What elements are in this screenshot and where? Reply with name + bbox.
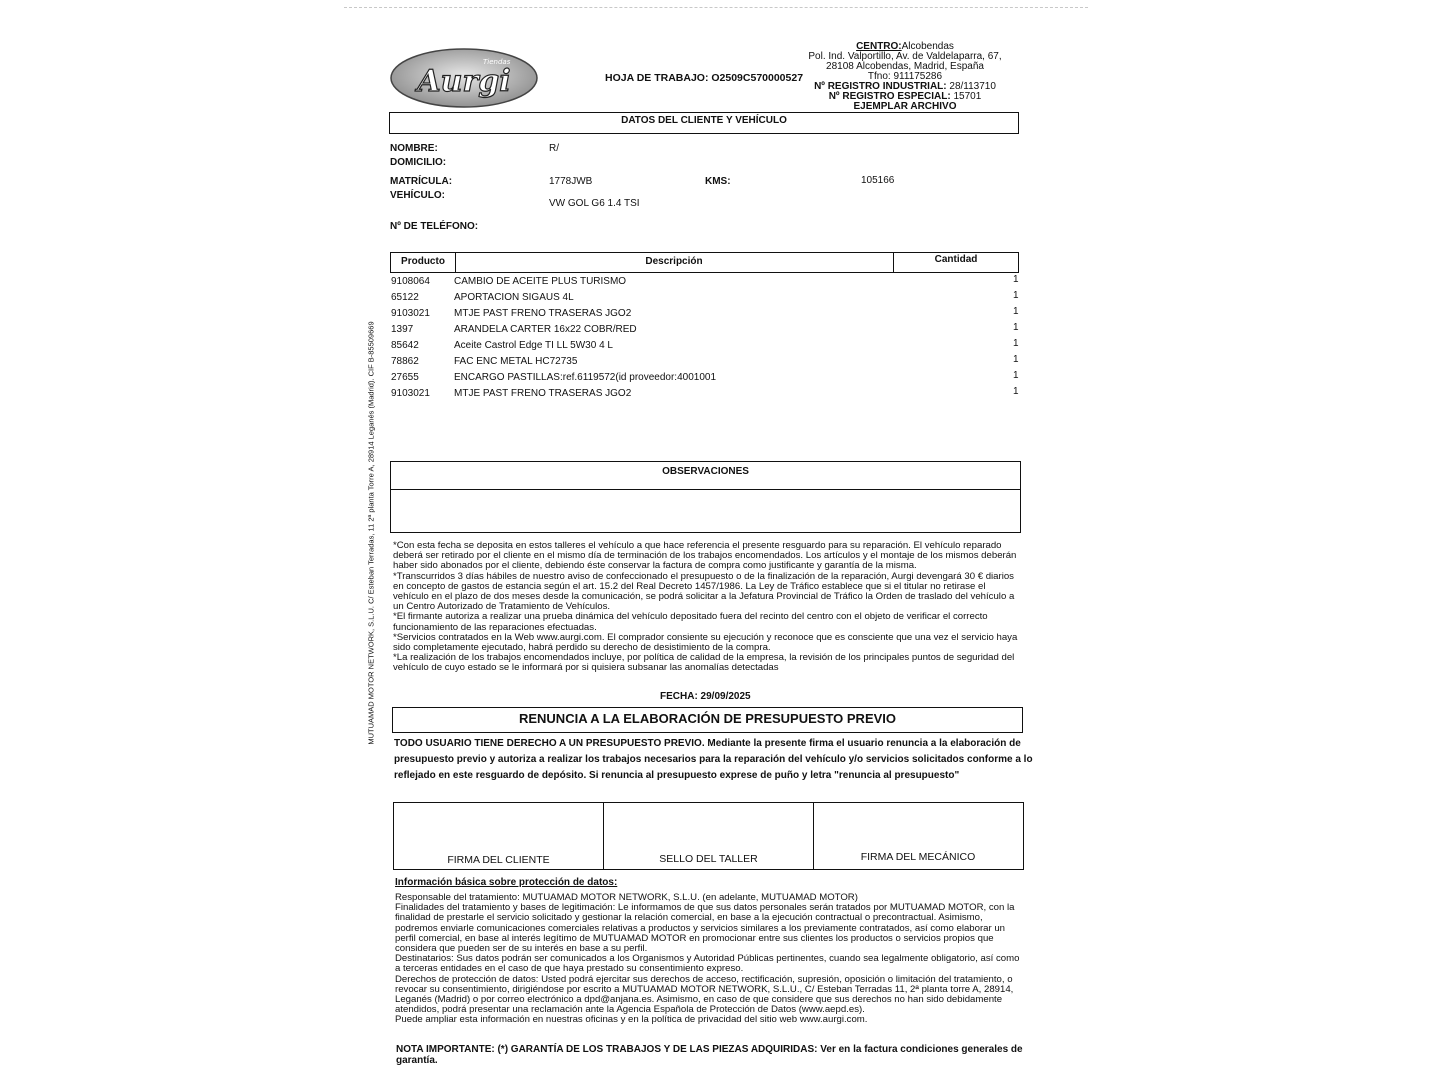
hoja-value: O2509C570000527 <box>711 72 804 84</box>
firma-mecanico-label: FIRMA DEL MECÁNICO <box>860 851 976 863</box>
product-code: 85642 <box>391 340 419 351</box>
company-side-text: MUTUAMAD MOTOR NETWORK, S.L.U. C/ Esteban Terradas, 11 2ª planta Torre A, 28914 Leganés (Madrid). CIF B-85509669 <box>366 321 376 745</box>
top-rule <box>344 7 1088 8</box>
address-line1: Pol. Ind. Valportillo, Av. de Valdelaparra, 67, <box>808 51 1002 62</box>
product-code: 9108064 <box>391 276 430 287</box>
product-desc: MTJE PAST FRENO TRASERAS JGO2 <box>454 308 632 319</box>
product-qty: 1 <box>1013 370 1019 381</box>
privacy-title: Información básica sobre protección de datos: <box>395 877 618 888</box>
privacy-paragraph: Puede ampliar esta información en nuestras oficinas y en la política de privacidad del sitio web www.aurgi.com. <box>395 1014 868 1026</box>
products-header-cantidad: Cantidad <box>934 254 978 265</box>
table-row <box>391 386 1021 402</box>
product-qty: 1 <box>1013 386 1019 397</box>
product-code: 27655 <box>391 372 419 383</box>
observaciones-divider <box>391 489 1020 490</box>
term-paragraph: *El firmante autoriza a realizar una prueba dinámica del vehículo depositado fuera del recinto del centro con el objeto de verificar el correcto funcionamiento de las reparaciones efectuadas. <box>393 611 988 633</box>
firma-mecanico-box[interactable] <box>814 803 1022 869</box>
observaciones-box <box>390 461 1021 533</box>
nota-importante: NOTA IMPORTANTE: (*) GARANTÍA DE LOS TRABAJOS Y DE LAS PIEZAS ADQUIRIDAS: Ver en la factura condiciones generales de garantía. <box>396 1044 1023 1066</box>
hoja-label: HOJA DE TRABAJO: <box>605 72 709 84</box>
products-header-descripcion: Descripción <box>645 256 703 267</box>
table-row <box>391 338 1021 354</box>
table-row <box>391 274 1021 290</box>
products-list <box>391 274 1021 402</box>
firma-cliente-label: FIRMA DEL CLIENTE <box>447 854 550 866</box>
table-row <box>391 370 1021 386</box>
nombre-value: R/ <box>549 143 559 154</box>
product-qty: 1 <box>1013 290 1019 301</box>
product-desc: APORTACION SIGAUS 4L <box>454 292 574 303</box>
products-header <box>390 252 1019 273</box>
table-row <box>391 322 1021 338</box>
client-section-title: DATOS DEL CLIENTE Y VEHÍCULO <box>621 115 787 126</box>
vehiculo-label: VEHÍCULO: <box>390 190 445 201</box>
address-line2: 28108 Alcobendas, Madrid, España <box>826 61 984 72</box>
privacy-paragraph: Responsable del tratamiento: MUTUAMAD MOTOR NETWORK, S.L.U. (en adelante, MUTUAMAD MOTOR) <box>395 892 858 903</box>
renuncia-title: RENUNCIA A LA ELABORACIÓN DE PRESUPUESTO PREVIO <box>518 711 897 726</box>
product-desc: CAMBIO DE ACEITE PLUS TURISMO <box>454 276 627 287</box>
domicilio-label: DOMICILIO: <box>390 157 447 168</box>
logo-main-text: Aurgi <box>417 64 511 99</box>
kms-label: KMS: <box>705 176 731 187</box>
table-row <box>391 306 1021 322</box>
product-code: 9103021 <box>391 388 430 399</box>
product-desc: MTJE PAST FRENO TRASERAS JGO2 <box>454 388 632 399</box>
sello-taller-label: SELLO DEL TALLER <box>659 853 758 865</box>
centro-info <box>790 42 1020 112</box>
client-section-box <box>389 112 1019 134</box>
product-code: 78862 <box>391 356 419 367</box>
product-desc: ARANDELA CARTER 16x22 COBR/RED <box>454 324 637 335</box>
matricula-value: 1778JWB <box>549 176 593 187</box>
product-code: 9103021 <box>391 308 430 319</box>
ejemplar: EJEMPLAR ARCHIVO <box>853 101 957 112</box>
reg-esp-value: 15701 <box>953 91 982 102</box>
product-desc: Aceite Castrol Edge TI LL 5W30 4 L <box>454 340 613 351</box>
firma-cliente-box[interactable] <box>394 803 604 869</box>
privacy-block <box>395 893 1025 1026</box>
nombre-label: NOMBRE: <box>390 143 438 154</box>
product-code: 65122 <box>391 292 419 303</box>
centro-value: Alcobendas <box>901 41 954 52</box>
signature-boxes <box>393 802 1024 870</box>
vehiculo-value: VW GOL G6 1.4 TSI <box>549 198 640 209</box>
centro-label: CENTRO: <box>856 41 902 52</box>
product-desc: ENCARGO PASTILLAS:ref.6119572(id proveedor:4001001 <box>454 372 717 383</box>
term-paragraph: *Servicios contratados en la Web www.aurgi.com. El comprador consiente su ejecución y reconoce que es consciente que una vez el servicio haya sido completamente ejecutado, habrá perdido su derecho de desistimiento de la compra. <box>393 631 1018 654</box>
product-qty: 1 <box>1013 322 1019 333</box>
product-code: 1397 <box>391 324 414 335</box>
reg-ind-value: 28/113710 <box>949 81 996 92</box>
renuncia-text: TODO USUARIO TIENE DERECHO A UN PRESUPUESTO PREVIO. Mediante la presente firma el usuario renuncia a la elaboración de presupuesto previo y autoriza a realizar los trabajos necesarios para la reparación del vehículo y/o servicios solicitados conforme a lo reflejado en este resguardo de depósito. Si renuncia al presupuesto exprese de puño y letra "renuncia al presupuesto" <box>394 738 1033 781</box>
fecha: FECHA: 29/09/2025 <box>660 691 751 702</box>
product-qty: 1 <box>1013 274 1019 285</box>
table-row <box>391 290 1021 306</box>
aurgi-logo <box>389 47 539 109</box>
reg-ind-label: Nº REGISTRO INDUSTRIAL: <box>814 81 947 92</box>
product-qty: 1 <box>1013 354 1019 365</box>
phone: Tfno: 911175286 <box>867 71 943 82</box>
telefono-label: Nº DE TELÉFONO: <box>390 221 479 232</box>
observaciones-title: OBSERVACIONES <box>662 466 749 477</box>
renuncia-box <box>392 707 1023 733</box>
term-paragraph: *La realización de los trabajos encomendados incluye, por política de calidad de la empresa, la revisión de los principales puntos de seguridad del vehículo de cuyo estado se le informará por si quisiera subsanar las anomalías detectadas <box>393 652 1015 674</box>
product-qty: 1 <box>1013 338 1019 349</box>
privacy-paragraph: Finalidades del tratamiento y bases de legitimación: Le informamos de que sus datos personales serán tratados por MUTUAMAD MOTOR, con la finalidad de prestarle el servicio solicitado y gestionar la relación comercial, en base a la ejecución contractual o precontractual. Asimismo, podremos enviarle comunicaciones comerciales relativas a productos y servicios similares a los previamente contratados, así como elaborar un perfil comercial, en base al interés legítimo de MUTUAMAD MOTOR en promocionar entre sus clientes los productos o servicios propios que considera que pueden ser de su interés en base a su perfil. <box>395 902 1015 955</box>
hoja-de-trabajo <box>605 72 803 84</box>
logo-small-text: Tiendas <box>483 58 511 66</box>
matricula-label: MATRÍCULA: <box>390 176 453 187</box>
privacy-paragraph: Derechos de protección de datos: Usted podrá ejercitar sus derechos de acceso, rectificación, supresión, oposición o limitación del tratamiento, o revocar su consentimiento, dirigiéndose por escrito a MUTUAMAD MOTOR NETWORK, S.L.U., C/ Esteban Terradas 11, 2ª planta torre A, 28914, Leganés (Madrid) o por correo electrónico a dpd@anjana.es. Asimismo, en caso de que considere que sus derechos no han sido debidamente atendidos, podrá presentar una reclamación ante la Agencia Española de Protección de Datos (www.aepd.es). <box>395 973 1014 1016</box>
reg-esp-label: Nº REGISTRO ESPECIAL: <box>828 91 951 102</box>
table-row <box>391 354 1021 370</box>
product-desc: FAC ENC METAL HC72735 <box>454 356 578 367</box>
privacy-paragraph: Destinatarios: Sus datos podrán ser comunicados a los Organismos y Autoridad Públicas pertinentes, cuando sea legalmente obligatorio, así como a terceras entidades en el caso de que haya prestado su consentimiento expreso. <box>395 953 1020 975</box>
term-paragraph: *Transcurridos 3 días hábiles de nuestro aviso de confeccionado el presupuesto o de la finalización de la reparación, Aurgi devengará 30 € diarios en concepto de gastos de estancia según el art. 15.2 del Real Decreto 1457/1986. La Ley de Tráfico establece que si el titular no retirase el vehículo en el plazo de dos meses desde la comunicación, se podrá solicitar a la Jefatura Provincial de Tráfico la Orden de traslado del vehículo a un Centro Autorizado de Tratamiento de Vehículos. <box>393 570 1015 613</box>
products-header-producto: Producto <box>401 256 445 267</box>
sello-taller-box[interactable] <box>604 803 814 869</box>
product-qty: 1 <box>1013 306 1019 317</box>
terms-block <box>393 541 1021 674</box>
term-paragraph: *Con esta fecha se deposita en estos talleres el vehículo a que hace referencia el presente resguardo para su reparación. El vehículo reparado deberá ser retirado por el cliente en el mismo día de terminación de los trabajos encomendados. Los artículos y el montaje de los mismos deberán haber sido abonados por el cliente, debiendo éste conservar la factura de compra como justificante y garantía de la misma. <box>393 540 1017 572</box>
kms-value: 105166 <box>861 175 895 186</box>
